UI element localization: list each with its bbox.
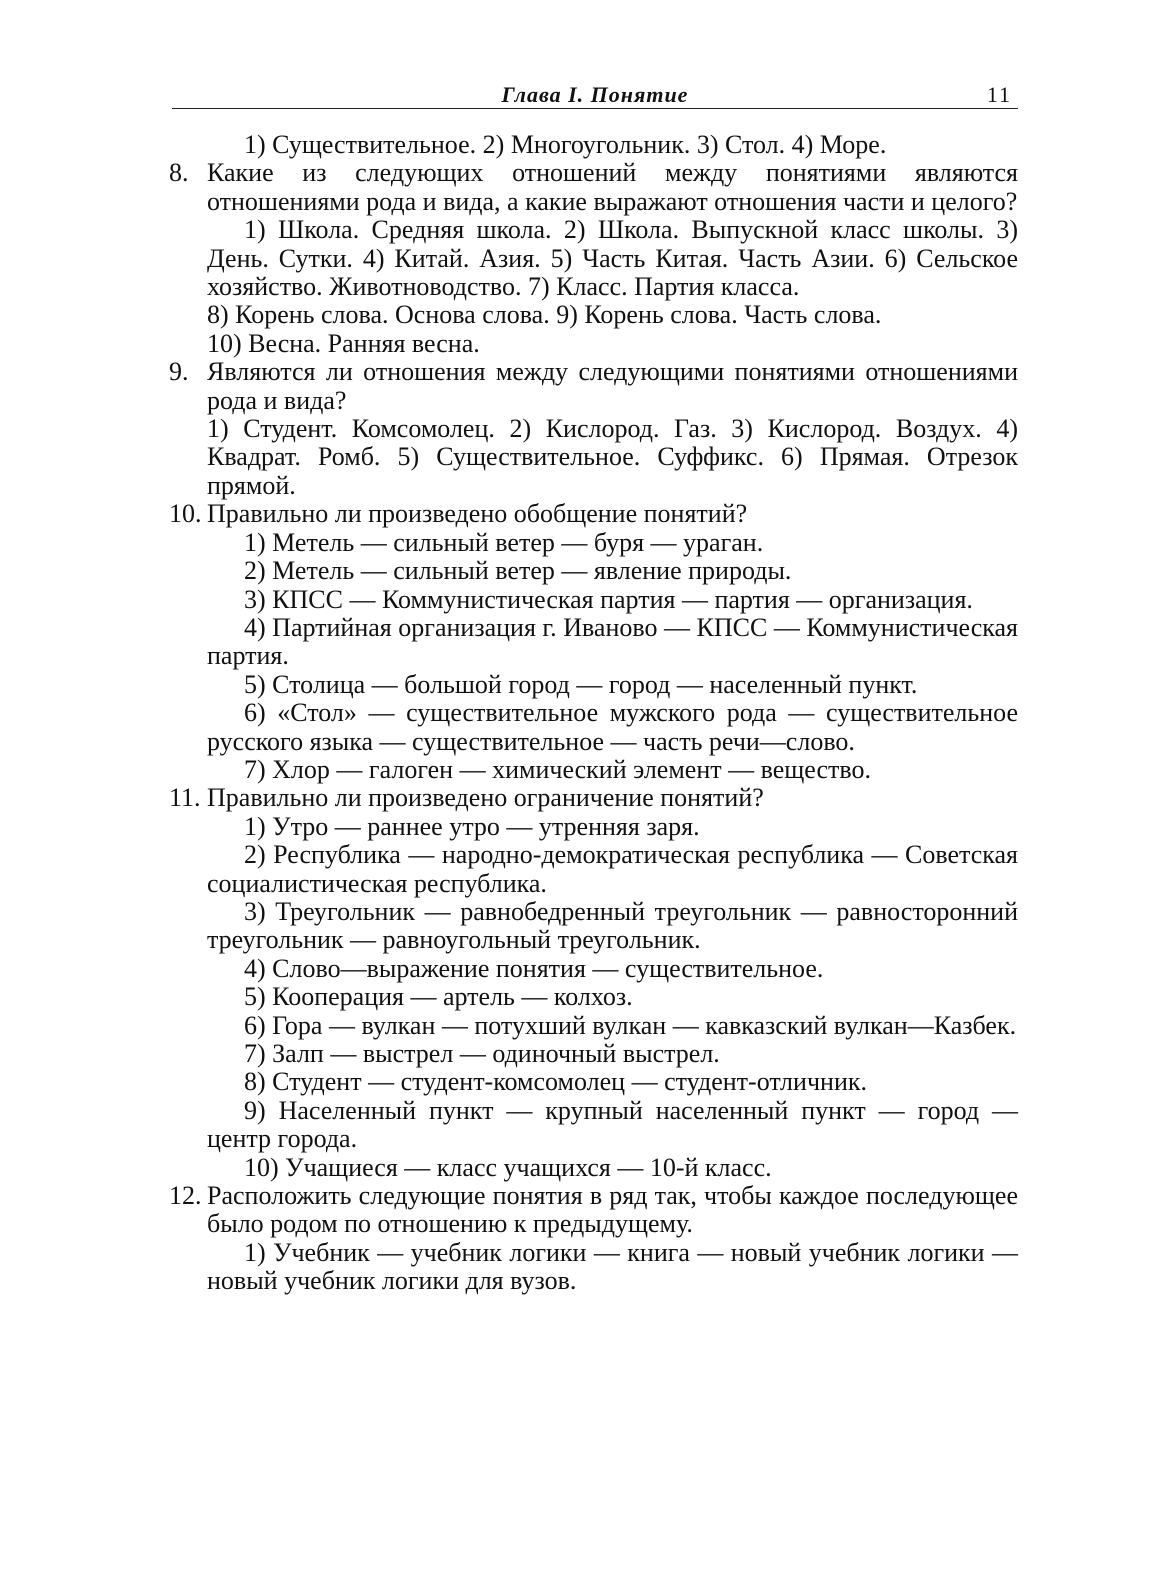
exercise-number: 11.	[169, 783, 201, 813]
question-text: Являются ли отношения между следующими понятиями отношениями рода и вида?	[207, 357, 1018, 415]
exercise-number: 12.	[169, 1181, 202, 1211]
answer-item: 1) Студент. Комсомолец. 2) Кислород. Газ. 3) Кислород. Воздух. 4) Квадрат. Ромб. 5) Существительное. Суффикс. 6) Прямая. Отрезок прямой.	[207, 414, 1018, 500]
answer-item: 2) Метель — сильный ветер — явление природы.	[244, 556, 792, 586]
answer-item: 6) Гора — вулкан — потухший вулкан — кавказский вулкан—Казбек.	[244, 1010, 1017, 1040]
question-text: Какие из следующих отношений между понятиями являются отношениями рода и вида, а какие выражают отношения части и целого?	[207, 158, 1018, 216]
answer-item: 3) Треугольник — равнобедренный треугольник — равносторонний треугольник — равноугольный треугольник.	[207, 896, 1018, 955]
answer-item: 10) Учащиеся — класс учащихся — 10-й класс.	[244, 1152, 772, 1182]
page-number: 11	[986, 82, 1012, 107]
answer-item: 1) Метель — сильный ветер — буря — ураган.	[244, 527, 764, 557]
exercise-number: 8.	[169, 158, 189, 188]
answer-item: 3) КПСС — Коммунистическая партия — партия — организация.	[244, 584, 973, 614]
running-header	[172, 82, 1018, 109]
question-text: Правильно ли произведено ограничение понятий?	[207, 783, 764, 813]
exercise-question	[169, 158, 1018, 216]
answer-item: 8) Студент — студент-комсомолец — студент-отличник.	[244, 1067, 867, 1097]
book-page	[169, 82, 1018, 1296]
answer-item: 7) Залп — выстрел — одиночный выстрел.	[244, 1039, 720, 1068]
answer-item: 1) Учебник — учебник логики — книга — новый учебник логики — новый учебник логики для вузов.	[207, 1237, 1018, 1296]
question-text: Расположить следующие понятия в ряд так, чтобы каждое последующее было родом по отношению к предыдущему.	[207, 1181, 1018, 1239]
answer-item: 9) Населенный пункт — крупный населенный пункт — город — центр города.	[207, 1095, 1018, 1154]
exercise-number: 10.	[169, 499, 202, 529]
chapter-title: Глава I. Понятие	[501, 82, 689, 107]
answer-item: 2) Республика — народно-демократическая республика — Советская социалистическая республика.	[207, 840, 1018, 898]
answer-item: 1) Школа. Средняя школа. 2) Школа. Выпускной класс школы. 3) День. Сутки. 4) Китай. Азия. 5) Часть Китая. Часть Азии. 6) Сельское хозяйство. Животноводство. 7) Класс. Партия класса.	[207, 215, 1018, 302]
answer-item: 1) Утро — раннее утро — утренняя заря.	[244, 811, 700, 841]
question-text: Правильно ли произведено обобщение понятий?	[207, 499, 748, 529]
answer-item: 6) «Стол» — существительное мужского рода — существительное русского языка — существительное — часть речи—слово.	[207, 698, 1018, 756]
answer-item: 7) Хлор — галоген — химический элемент — вещество.	[244, 754, 871, 784]
page-body	[169, 130, 1018, 1296]
answer-item: 8) Корень слова. Основа слова. 9) Корень слова. Часть слова.	[207, 300, 882, 330]
answer-item: 10) Весна. Ранняя весна.	[207, 328, 480, 358]
answer-item: 5) Столица — большой город — город — населенный пункт.	[244, 669, 918, 699]
exercise-question	[169, 1181, 1018, 1239]
exercise-question	[169, 783, 1018, 813]
answer-item: 5) Кооперация — артель — колхоз.	[244, 982, 633, 1012]
exercise-number: 9.	[169, 357, 189, 387]
exercise-question	[169, 499, 1018, 529]
exercise-question	[169, 357, 1018, 415]
answer-item: 4) Слово—выражение понятия — существительное.	[244, 953, 824, 983]
answer-item: 1) Существительное. 2) Многоугольник. 3) Стол. 4) Море.	[244, 130, 887, 159]
answer-item: 4) Партийная организация г. Иваново — КПСС — Коммунистическая партия.	[207, 612, 1018, 671]
